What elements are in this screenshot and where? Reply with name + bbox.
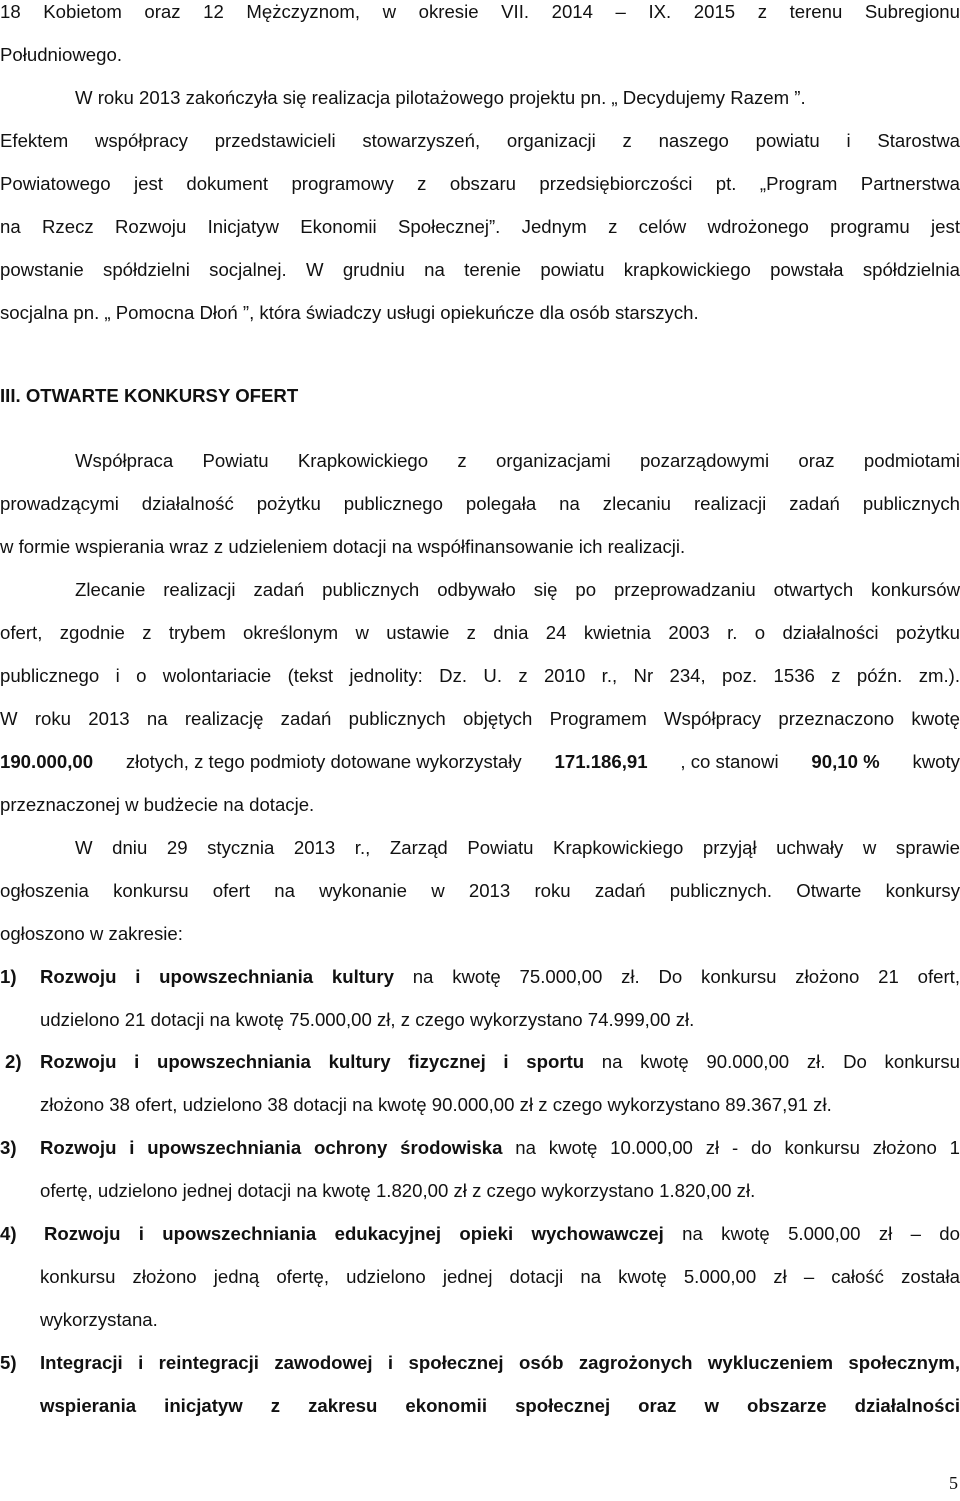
p2-line-1: Zlecanie realizacji zadań publicznych odbywało się po przeprowadzaniu otwartych konkursów: [75, 579, 960, 600]
list-item-5-line-2: wspierania inicjatyw z zakresu ekonomii społecznej oraz w obszarze działalności: [40, 1395, 960, 1416]
intro-line-3: W roku 2013 zakończyła się realizacja pilotażowego projektu pn. „ Decydujemy Razem ”.: [75, 87, 806, 108]
intro-line-2: Południowego.: [0, 44, 122, 65]
p2-line-5-end: kwoty: [912, 751, 960, 772]
p2-line-5-mid: złotych, z tego podmioty dotowane wykorzystały: [125, 751, 522, 772]
p1-line-3: w formie wspierania wraz z udzieleniem dotacji na współfinansowanie ich realizacji.: [0, 536, 686, 557]
list-item-number: 3): [0, 1137, 17, 1158]
list-item-number: 4): [0, 1223, 17, 1244]
list-item-title: Rozwoju i upowszechniania kultury: [40, 966, 394, 987]
list-item-title: Rozwoju i upowszechniania kultury fizycznej i sportu: [40, 1051, 585, 1072]
p2-line-4: W roku 2013 na realizację zadań publicznych objętych Programem Współpracy przeznaczono kwotę: [0, 708, 960, 729]
p3-line-3: ogłoszono w zakresie:: [0, 923, 183, 944]
intro-line-1: 18 Kobietom oraz 12 Mężczyznom, w okresie VII. 2014 – IX. 2015 z terenu Subregionu: [0, 1, 960, 22]
p2-line-5: [0, 750, 960, 774]
p2-line-3: publicznego i o wolontariacie (tekst jednolity: Dz. U. z 2010 r., Nr 234, poz. 1536 z późn. zm.).: [0, 665, 960, 686]
list-item-4-line-3: wykorzystana.: [40, 1309, 158, 1330]
list-item-2-line-2: złożono 38 ofert, udzielono 38 dotacji na kwotę 90.000,00 zł z czego wykorzystano 89.367,91 zł.: [40, 1094, 832, 1115]
p3-line-2: ogłoszenia konkursu ofert na wykonanie w 2013 roku zadań publicznych. Otwarte konkursy: [0, 880, 960, 901]
intro-line-4: Efektem współpracy przedstawicieli stowarzyszeń, organizacji z naszego powiatu i Starostwa: [0, 130, 960, 151]
intro-line-8: socjalna pn. „ Pomocna Dłoń ”, która świadczy usługi opiekuńcze dla osób starszych.: [0, 302, 699, 323]
intro-line-7: powstanie spółdzielni socjalnej. W grudniu na terenie powiatu krapkowickiego powstała spółdzielnia: [0, 259, 960, 280]
section-heading: III. OTWARTE KONKURSY OFERT: [0, 385, 299, 406]
page-number: 5: [949, 1473, 958, 1493]
list-item-title: Rozwoju i upowszechniania edukacyjnej opieki wychowawczej: [44, 1223, 664, 1244]
p1-line-2: prowadzącymi działalność pożytku publicznego polegała na zlecaniu realizacji zadań publicznych: [0, 493, 960, 514]
intro-line-6: na Rzecz Rozwoju Inicjatyw Ekonomii Społecznej”. Jednym z celów wdrożonego programu jest: [0, 216, 960, 237]
p2-line-6: przeznaczonej w budżecie na dotacje.: [0, 794, 315, 815]
list-item-title: Rozwoju i upowszechniania ochrony środowiska: [40, 1137, 503, 1158]
list-item-number: 2): [5, 1051, 22, 1072]
list-item-number: 5): [0, 1352, 17, 1373]
used-percent: 90,10 %: [811, 751, 880, 772]
list-item-4-line-2: konkursu złożono jedną ofertę, udzielono jednej dotacji na kwotę 5.000,00 zł – całość została: [40, 1266, 960, 1287]
p1-line-1: Współpraca Powiatu Krapkowickiego z organizacjami pozarządowymi oraz podmiotami: [75, 450, 960, 471]
list-item-text: na kwotę 90.000,00 zł. Do konkursu: [584, 1051, 960, 1072]
p3-line-1: W dniu 29 stycznia 2013 r., Zarząd Powiatu Krapkowickiego przyjął uchwały w sprawie: [75, 837, 960, 858]
list-item-text: na kwotę 75.000,00 zł. Do konkursu złożono 21 ofert,: [393, 966, 960, 987]
used-amount: 171.186,91: [554, 751, 648, 772]
p2-line-5-mid2: , co stanowi: [680, 751, 779, 772]
intro-line-5: Powiatowego jest dokument programowy z obszaru przedsiębiorczości pt. „Program Partnerstwa: [0, 173, 960, 194]
list-item-title: Integracji i reintegracji zawodowej i społecznej osób zagrożonych wykluczeniem społecznym,: [40, 1352, 960, 1373]
total-amount: 190.000,00: [0, 751, 94, 772]
p2-line-2: ofert, zgodnie z trybem określonym w ustawie z dnia 24 kwietnia 2003 r. o działalności pożytku: [0, 622, 960, 643]
list-item-text: na kwotę 10.000,00 zł - do konkursu złożono 1: [502, 1137, 960, 1158]
list-item-3-line-2: ofertę, udzielono jednej dotacji na kwotę 1.820,00 zł z czego wykorzystano 1.820,00 zł.: [40, 1180, 756, 1201]
list-item-1-line-2: udzielono 21 dotacji na kwotę 75.000,00 zł, z czego wykorzystano 74.999,00 zł.: [40, 1009, 695, 1030]
list-item-number: 1): [0, 966, 17, 987]
list-item-text: na kwotę 5.000,00 zł – do: [663, 1223, 960, 1244]
